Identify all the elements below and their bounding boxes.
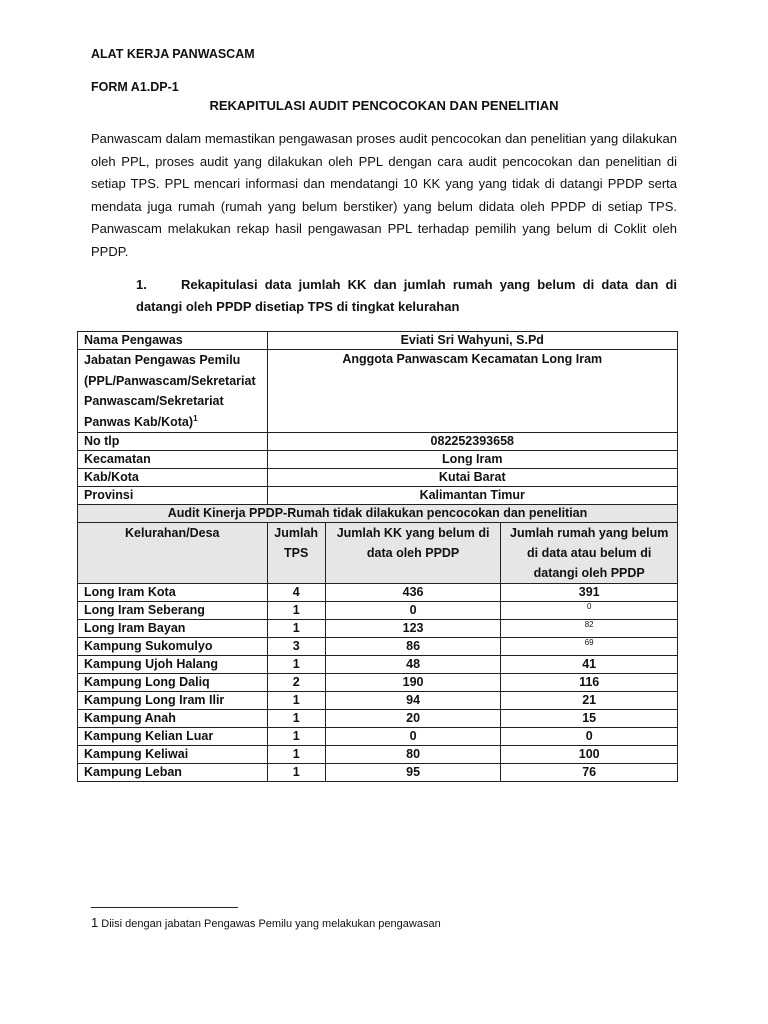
footnote-ref: 1	[193, 413, 198, 423]
cell-rumah	[501, 620, 678, 638]
page-title: REKAPITULASI AUDIT PENCOCOKAN DAN PENELITIAN	[209, 98, 559, 113]
cell-tps: 1	[267, 710, 325, 728]
col-rumah-header: Jumlah rumah yang belum di data atau belum di datangi oleh PPDP	[501, 523, 678, 584]
cell-tps: 2	[267, 674, 325, 692]
kecamatan-value: Long Iram	[267, 451, 677, 469]
cell-rumah: 0	[501, 728, 678, 746]
cell-tps: 3	[267, 638, 325, 656]
jabatan-value: Anggota Panwascam Kecamatan Long Iram	[267, 350, 677, 433]
cell-desa: Kampung Sukomulyo	[78, 638, 268, 656]
cell-rumah	[501, 638, 678, 656]
cell-tps: 1	[267, 620, 325, 638]
table-row	[78, 764, 678, 782]
cell-rumah	[501, 602, 678, 620]
cell-rumah: 41	[501, 656, 678, 674]
cell-kk: 123	[325, 620, 501, 638]
cell-kk: 86	[325, 638, 501, 656]
col-kk-header: Jumlah KK yang belum di data oleh PPDP	[325, 523, 501, 584]
table-row	[78, 746, 678, 764]
table-row	[78, 584, 678, 602]
info-row-provinsi	[78, 487, 678, 505]
cell-desa: Kampung Ujoh Halang	[78, 656, 268, 674]
cell-desa: Kampung Leban	[78, 764, 268, 782]
cell-rumah: 15	[501, 710, 678, 728]
cell-kk: 436	[325, 584, 501, 602]
info-row-jabatan	[78, 350, 678, 433]
kecamatan-label: Kecamatan	[78, 451, 268, 469]
cell-tps: 1	[267, 728, 325, 746]
cell-rumah: 116	[501, 674, 678, 692]
cell-kk: 94	[325, 692, 501, 710]
info-row-kecamatan	[78, 451, 678, 469]
cell-desa: Long Iram Bayan	[78, 620, 268, 638]
cell-rumah-small-value: 69	[584, 638, 594, 647]
cell-desa: Kampung Kelian Luar	[78, 728, 268, 746]
col-desa-header: Kelurahan/Desa	[78, 523, 268, 584]
intro-paragraph: Panwascam dalam memastikan pengawasan proses audit pencocokan dan penelitian yang dilakukan oleh PPL, proses audit yang dilakukan oleh PPL dengan cara audit pencocokan dan penelitian di setiap TPS. PPL mencari informasi dan mendatangi 10 KK yang yang tidak di datangi PPDP serta mendata juga rumah (rumah yang belum berstiker) yang belum didata oleh PPDP di setiap TPS. Panwascam melakukan rekap hasil pengawasan PPL terhadap pemilih yang belum di Coklit oleh PPDP.	[91, 131, 677, 259]
cell-rumah-small-value: 82	[584, 620, 594, 629]
item-number: 1.	[136, 277, 147, 292]
cell-desa: Kampung Long Daliq	[78, 674, 268, 692]
cell-kk: 0	[325, 602, 501, 620]
cell-tps: 1	[267, 602, 325, 620]
jabatan-label: Jabatan Pengawas Pemilu (PPL/Panwascam/Sekretariat Panwascam/Sekretariat Panwas Kab/Kota)$^1$	[78, 350, 268, 433]
cell-desa: Long Iram Seberang	[78, 602, 268, 620]
cell-rumah: 21	[501, 692, 678, 710]
provinsi-value: Kalimantan Timur	[267, 487, 677, 505]
footnote-divider	[91, 907, 238, 908]
cell-kk: 95	[325, 764, 501, 782]
cell-desa: Kampung Keliwai	[78, 746, 268, 764]
cell-rumah-small-value: 0	[586, 602, 592, 611]
item-text: Rekapitulasi data jumlah KK dan jumlah rumah yang belum di data dan di datangi oleh PPDP disetiap TPS di tingkat kelurahan	[136, 277, 677, 314]
table-row	[78, 692, 678, 710]
footnote	[91, 915, 441, 930]
table-row	[78, 638, 678, 656]
cell-tps: 4	[267, 584, 325, 602]
audit-title-row	[78, 505, 678, 523]
table-row	[78, 728, 678, 746]
table-row	[78, 674, 678, 692]
tlp-label: No tlp	[78, 433, 268, 451]
audit-title: Audit Kinerja PPDP-Rumah tidak dilakukan pencocokan dan penelitian	[78, 505, 678, 523]
info-row-kabkota	[78, 469, 678, 487]
tlp-value: 082252393658	[267, 433, 677, 451]
tool-title: ALAT KERJA PANWASCAM	[91, 47, 255, 61]
cell-tps: 1	[267, 764, 325, 782]
recap-table	[77, 331, 678, 782]
cell-desa: Long Iram Kota	[78, 584, 268, 602]
cell-tps: 1	[267, 692, 325, 710]
cell-desa: Kampung Long Iram Ilir	[78, 692, 268, 710]
column-header-row	[78, 523, 678, 584]
nama-label: Nama Pengawas	[78, 332, 268, 350]
nama-value: Eviati Sri Wahyuni, S.Pd	[267, 332, 677, 350]
form-code: FORM A1.DP-1	[91, 80, 179, 94]
section-item-1	[136, 274, 677, 318]
footnote-number: 1	[91, 915, 99, 930]
kabkota-value: Kutai Barat	[267, 469, 677, 487]
cell-kk: 48	[325, 656, 501, 674]
info-row-tlp	[78, 433, 678, 451]
table-row	[78, 710, 678, 728]
cell-tps: 1	[267, 656, 325, 674]
info-row-nama	[78, 332, 678, 350]
table-row	[78, 602, 678, 620]
cell-rumah: 76	[501, 764, 678, 782]
cell-kk: 80	[325, 746, 501, 764]
data-rows	[78, 584, 678, 782]
table-row	[78, 620, 678, 638]
footnote-text: Diisi dengan jabatan Pengawas Pemilu yang melakukan pengawasan	[101, 918, 441, 930]
kabkota-label: Kab/Kota	[78, 469, 268, 487]
col-tps-header: Jumlah TPS	[267, 523, 325, 584]
cell-kk: 20	[325, 710, 501, 728]
cell-desa: Kampung Anah	[78, 710, 268, 728]
cell-rumah: 100	[501, 746, 678, 764]
provinsi-label: Provinsi	[78, 487, 268, 505]
cell-tps: 1	[267, 746, 325, 764]
cell-kk: 190	[325, 674, 501, 692]
table-row	[78, 656, 678, 674]
cell-rumah: 391	[501, 584, 678, 602]
cell-kk: 0	[325, 728, 501, 746]
